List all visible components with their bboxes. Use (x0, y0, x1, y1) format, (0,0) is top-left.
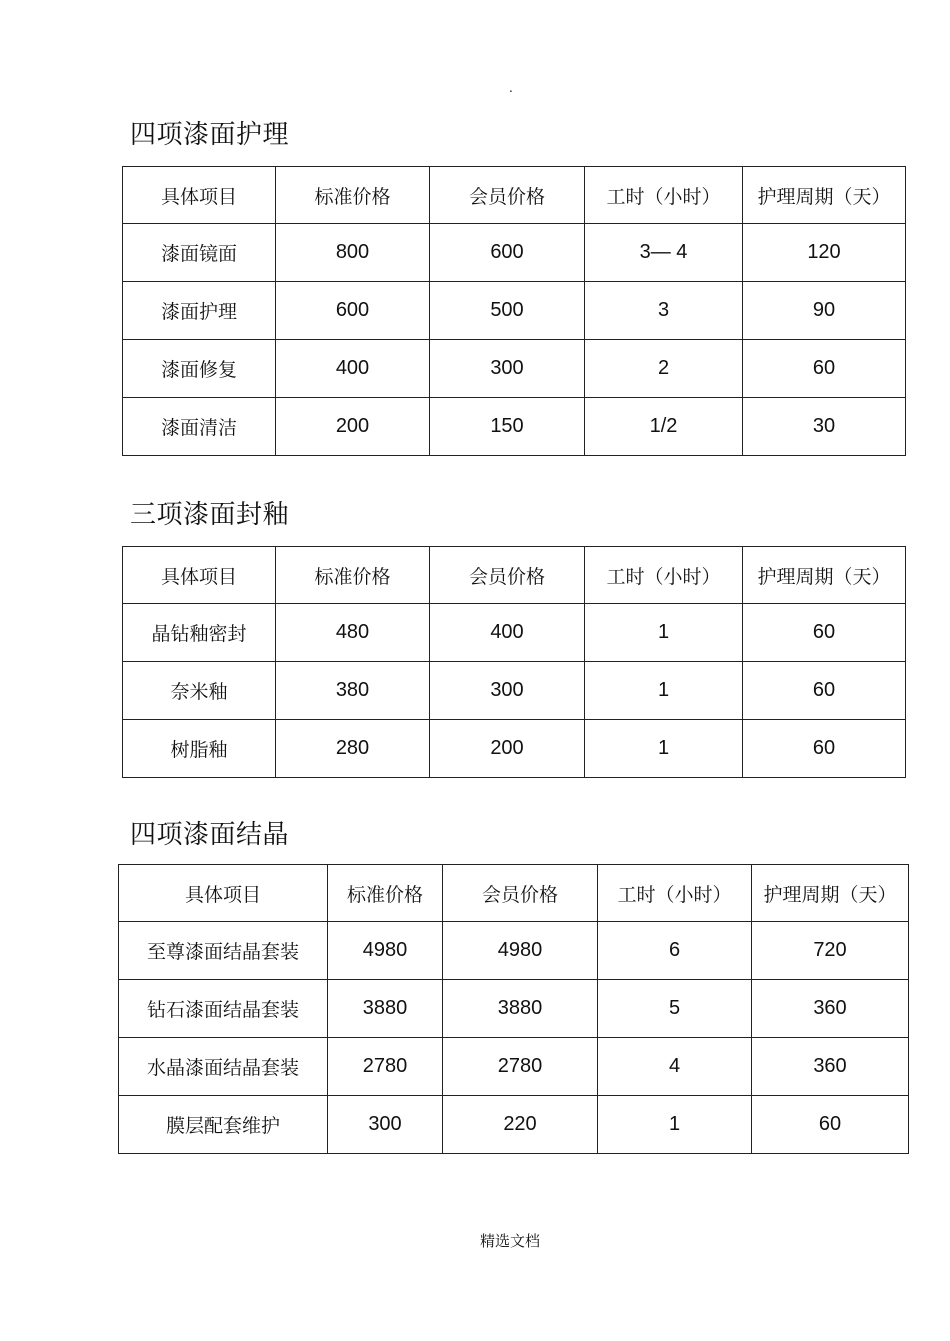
member-price-cell: 220 (443, 1096, 598, 1154)
standard-price-cell: 600 (276, 282, 430, 340)
header-mark: . (509, 81, 513, 95)
standard-price-cell: 480 (276, 604, 430, 662)
care-cycle-cell: 720 (752, 922, 909, 980)
table-row (119, 1096, 909, 1154)
table-row (119, 980, 909, 1038)
member-price-cell: 200 (430, 720, 585, 778)
care-cycle-cell: 360 (752, 1038, 909, 1096)
member-price-cell: 3880 (443, 980, 598, 1038)
table-row (123, 282, 906, 340)
standard-price-cell: 3880 (328, 980, 443, 1038)
item-name-cell: 至尊漆面结晶套装 (119, 922, 328, 980)
table-row (119, 1038, 909, 1096)
paint-glaze-table (122, 546, 906, 778)
table-row (123, 604, 906, 662)
table-header-row (123, 547, 906, 604)
column-header: 具体项目 (123, 547, 276, 604)
care-cycle-cell: 30 (743, 398, 906, 456)
work-hours-cell: 4 (598, 1038, 752, 1096)
table-row (123, 720, 906, 778)
item-name-cell: 钻石漆面结晶套装 (119, 980, 328, 1038)
column-header: 护理周期（天） (743, 167, 906, 224)
table-row (123, 662, 906, 720)
work-hours-cell: 5 (598, 980, 752, 1038)
work-hours-cell: 2 (585, 340, 743, 398)
work-hours-cell: 3 (585, 282, 743, 340)
member-price-cell: 600 (430, 224, 585, 282)
work-hours-cell: 1/2 (585, 398, 743, 456)
care-cycle-cell: 60 (752, 1096, 909, 1154)
item-name-cell: 树脂釉 (123, 720, 276, 778)
column-header: 会员价格 (430, 167, 585, 224)
section-title-paint-care: 四项漆面护理 (130, 120, 290, 150)
work-hours-cell: 6 (598, 922, 752, 980)
column-header: 标准价格 (328, 865, 443, 922)
member-price-cell: 4980 (443, 922, 598, 980)
care-cycle-cell: 60 (743, 720, 906, 778)
work-hours-cell: 1 (585, 662, 743, 720)
column-header: 会员价格 (430, 547, 585, 604)
member-price-cell: 2780 (443, 1038, 598, 1096)
standard-price-cell: 800 (276, 224, 430, 282)
standard-price-cell: 300 (328, 1096, 443, 1154)
column-header: 工时（小时） (598, 865, 752, 922)
item-name-cell: 水晶漆面结晶套装 (119, 1038, 328, 1096)
standard-price-cell: 2780 (328, 1038, 443, 1096)
column-header: 会员价格 (443, 865, 598, 922)
column-header: 标准价格 (276, 167, 430, 224)
column-header: 具体项目 (119, 865, 328, 922)
paint-care-table (122, 166, 906, 456)
standard-price-cell: 400 (276, 340, 430, 398)
column-header: 护理周期（天） (743, 547, 906, 604)
care-cycle-cell: 120 (743, 224, 906, 282)
work-hours-cell: 1 (585, 604, 743, 662)
column-header: 具体项目 (123, 167, 276, 224)
table-row (123, 224, 906, 282)
item-name-cell: 漆面清洁 (123, 398, 276, 456)
care-cycle-cell: 60 (743, 662, 906, 720)
item-name-cell: 膜层配套维护 (119, 1096, 328, 1154)
work-hours-cell: 1 (585, 720, 743, 778)
care-cycle-cell: 90 (743, 282, 906, 340)
care-cycle-cell: 60 (743, 604, 906, 662)
item-name-cell: 漆面镜面 (123, 224, 276, 282)
item-name-cell: 晶钻釉密封 (123, 604, 276, 662)
work-hours-cell: 3— 4 (585, 224, 743, 282)
column-header: 工时（小时） (585, 167, 743, 224)
standard-price-cell: 4980 (328, 922, 443, 980)
column-header: 工时（小时） (585, 547, 743, 604)
standard-price-cell: 280 (276, 720, 430, 778)
column-header: 标准价格 (276, 547, 430, 604)
item-name-cell: 漆面修复 (123, 340, 276, 398)
table-row (123, 340, 906, 398)
member-price-cell: 500 (430, 282, 585, 340)
section-title-paint-crystal: 四项漆面结晶 (130, 820, 290, 850)
work-hours-cell: 1 (598, 1096, 752, 1154)
column-header: 护理周期（天） (752, 865, 909, 922)
member-price-cell: 300 (430, 662, 585, 720)
paint-crystal-table (118, 864, 909, 1154)
care-cycle-cell: 360 (752, 980, 909, 1038)
item-name-cell: 奈米釉 (123, 662, 276, 720)
member-price-cell: 150 (430, 398, 585, 456)
table-row (119, 922, 909, 980)
table-header-row (123, 167, 906, 224)
standard-price-cell: 380 (276, 662, 430, 720)
page-footer: 精选文档 (479, 1232, 540, 1250)
table-header-row (119, 865, 909, 922)
member-price-cell: 300 (430, 340, 585, 398)
member-price-cell: 400 (430, 604, 585, 662)
standard-price-cell: 200 (276, 398, 430, 456)
section-title-paint-glaze: 三项漆面封釉 (130, 500, 290, 530)
care-cycle-cell: 60 (743, 340, 906, 398)
table-row (123, 398, 906, 456)
item-name-cell: 漆面护理 (123, 282, 276, 340)
